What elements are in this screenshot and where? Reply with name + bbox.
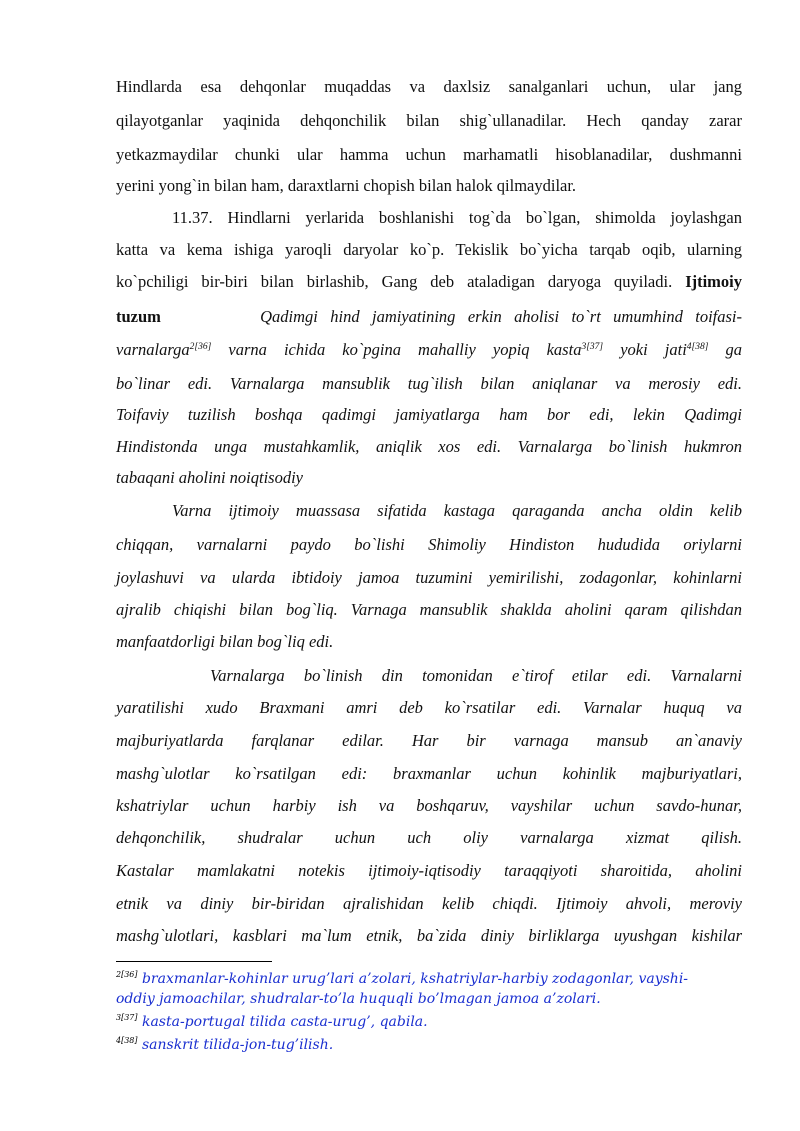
footnote: $^{3[37]}$ kasta-portugal tilida casta-urug’, qabila.: [116, 1013, 428, 1030]
text-line: majburiyatlarda farqlanar edilar. Har bir varnaga mansub an`anaviy: [116, 731, 742, 750]
text-line: mashg`ulotlar ko`rsatilgan edi: braxmanlar uchun kohinlik majburiyatlari,: [116, 764, 742, 783]
section-heading-part: tuzum: [116, 307, 161, 326]
footnote-divider: [116, 961, 272, 962]
text-line: katta va kema ishiga yaroqli daryolar ko`p. Tekislik bo`yicha tarqab oqib, ularning: [116, 240, 742, 259]
text-line: yaratilishi xudo Braxmani amri deb ko`rsatilar edi. Varnalar huquq va: [116, 698, 742, 717]
footnote: $^{4[38]}$ sanskrit tilida-jon-tug’ilish.: [116, 1036, 334, 1053]
text-line: yerini yong`in bilan ham, daraxtlarni chopish bilan halok qilmaydilar.: [116, 176, 577, 195]
footnote: $^{2[36]}$ braxmanlar-kohinlar urug’lari a’zolari, kshatriylar-harbiy zodagonlar, vayshi-: [116, 970, 689, 987]
text-line: bo`linar edi. Varnalarga mansublik tug`ilish bilan aniqlanar va merosiy edi.: [116, 374, 742, 393]
footnote-ref[interactable]: 4[38]: [686, 342, 709, 352]
text-line: chiqqan, varnalarni paydo bo`lishi Shimoliy Hindiston hududida oriylarni: [116, 535, 742, 554]
text-line: manfaatdorligi bilan bog`liq edi.: [116, 632, 334, 651]
text-line: joylashuvi va ularda ibtidoiy jamoa tuzumini yemirilishi, zodagonlar, kohinlarni: [116, 568, 742, 587]
text-line: varnalarga$^{2[36]}$ varna ichida ko`pgina mahalliy yopiq kasta$^{3[37]}$ yoki jati$^{4[38]}$ ga: [116, 340, 743, 359]
section-heading-part: Ijtimoiy: [685, 272, 743, 291]
footnote-ref[interactable]: 2[36]: [189, 342, 212, 352]
paragraph-start-line: Varna ijtimoiy muassasa sifatida kastaga qaraganda ancha oldin kelib: [172, 501, 742, 520]
text-line: tuzum Qadimgi hind jamiyatining erkin aholisi to`rt umumhind toifasi-: [116, 307, 742, 326]
text-line: etnik va diniy bir-biridan ajralishidan kelib chiqdi. Ijtimoiy ahvoli, meroviy: [116, 894, 742, 913]
text-line: Hindistonda unga mustahkamlik, aniqlik xos edi. Varnalarga bo`linish hukmron: [116, 437, 742, 456]
text-line: Kastalar mamlakatni notekis ijtimoiy-iqtisodiy taraqqiyoti sharoitida, aholini: [116, 861, 742, 880]
paragraph-start-line: Varnalarga bo`linish din tomonidan e`tirof etilar edi. Varnalarni: [210, 666, 742, 685]
text-line: kshatriylar uchun harbiy ish va boshqaruv, vayshilar uchun savdo-hunar,: [116, 796, 742, 815]
footnote-mark: 3[37]: [116, 1013, 138, 1022]
text-line: ajralib chiqishi bilan bog`liq. Varnaga mansublik shaklda aholini qaram qilishdan: [116, 600, 742, 619]
footnote-ref[interactable]: 3[37]: [581, 342, 604, 352]
footnote-mark: 2[36]: [116, 970, 138, 979]
footnote-mark: 4[38]: [116, 1036, 138, 1045]
text-line: ko`pchiligi bir-biri bilan birlashib, Gang deb ataladigan daryoga quyiladi. Ijtimoiy: [116, 272, 743, 291]
text-line: mashg`ulotlari, kasblari ma`lum etnik, ba`zida diniy birliklarga uyushgan kishilar: [116, 926, 742, 945]
text-line: qilayotganlar yaqinida dehqonchilik bilan shig`ullanadilar. Hech qanday zarar: [116, 111, 742, 130]
text-line: Hindlarda esa dehqonlar muqaddas va daxlsiz sanalganlari uchun, ular jang: [116, 77, 742, 96]
text-line: tabaqani aholini noiqtisodiy: [116, 468, 304, 487]
text-line: Toifaviy tuzilish boshqa qadimgi jamiyatlarga ham bor edi, lekin Qadimgi: [116, 405, 742, 424]
text-line: dehqonchilik, shudralar uchun uch oliy varnalarga xizmat qilish.: [116, 828, 742, 847]
paragraph-start-line: 11.37. Hindlarni yerlarida boshlanishi tog`da bo`lgan, shimolda joylashgan: [172, 208, 742, 227]
text-line: yetkazmaydilar chunki ular hamma uchun marhamatli hisoblanadilar, dushmanni: [116, 145, 742, 164]
footnote-continuation: oddiy jamoachilar, shudralar-to’la huquqli bo’lmagan jamoa a’zolari.: [116, 991, 601, 1007]
